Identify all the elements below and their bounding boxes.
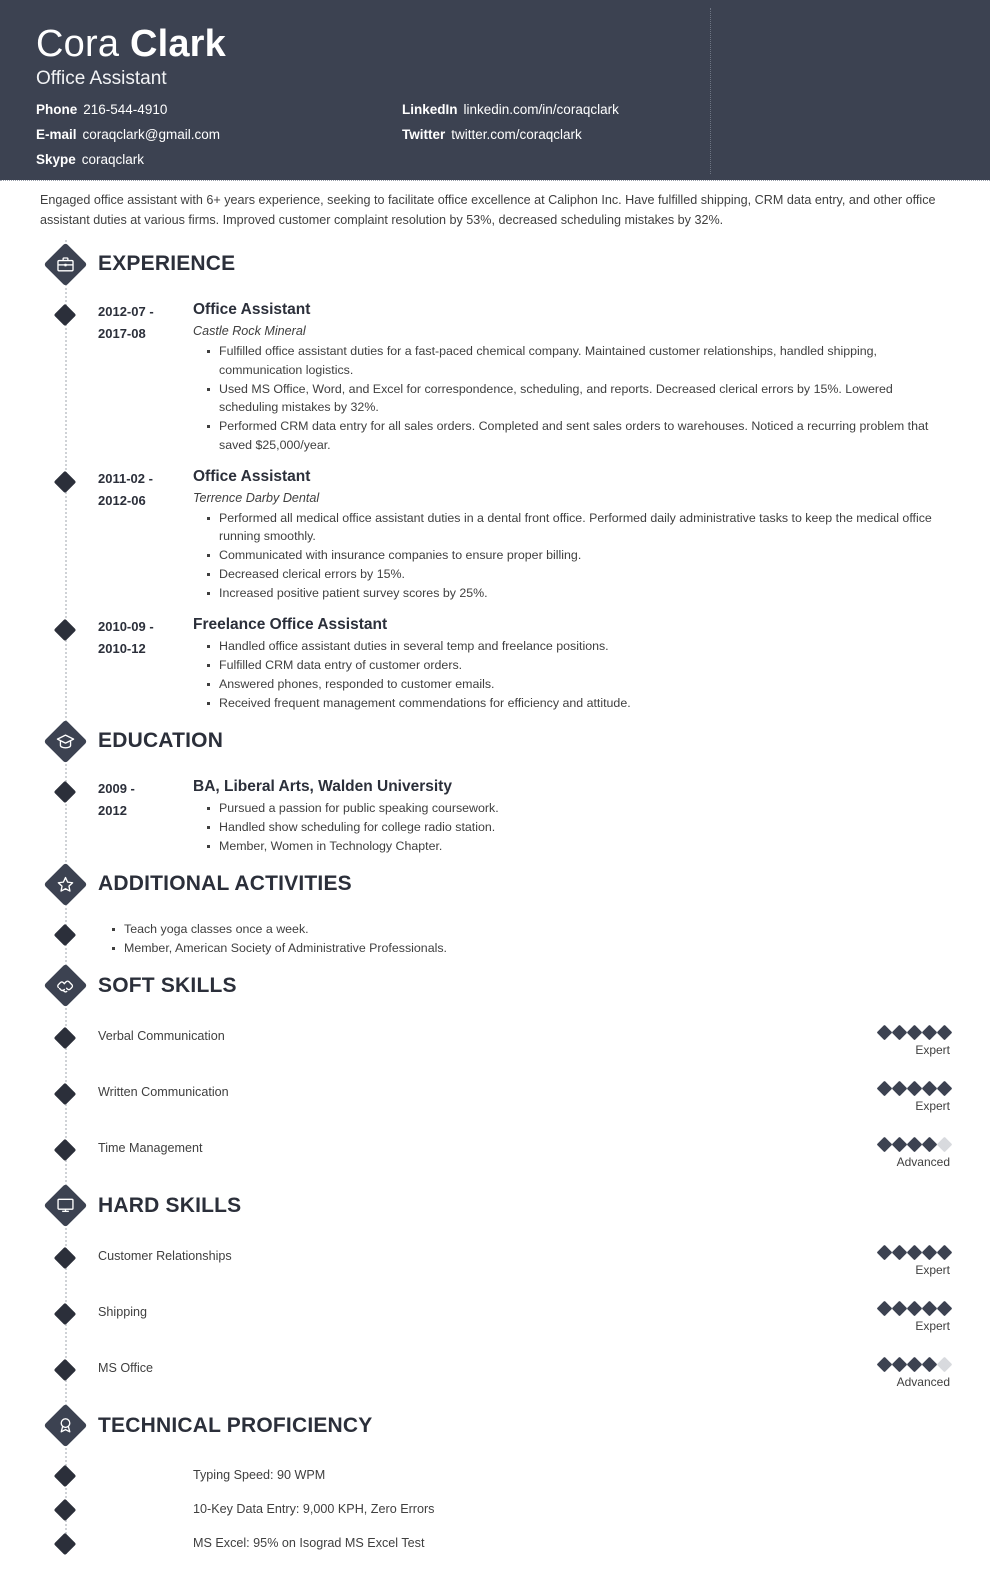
graduation-cap-icon	[43, 719, 87, 763]
rating-diamond-filled	[892, 1357, 908, 1373]
timeline-diamond-icon	[54, 1026, 77, 1049]
skill-row	[0, 1138, 990, 1178]
rating-diamond-filled	[922, 1301, 938, 1317]
list-item: Handled show scheduling for college radio station.	[207, 818, 950, 837]
monitor-icon	[43, 1184, 87, 1228]
rating-diamond-filled	[877, 1025, 893, 1041]
list-item: Pursued a passion for public speaking coursework.	[207, 799, 950, 818]
technical-item	[0, 1466, 990, 1484]
briefcase-icon	[43, 242, 87, 286]
entry-role: Office Assistant	[193, 301, 311, 318]
contact-value[interactable]: linkedin.com/in/coraqclark	[463, 102, 619, 117]
date-end: 2012-06	[98, 492, 146, 508]
skill-row	[0, 1082, 990, 1122]
contact-value[interactable]: coraqclark@gmail.com	[82, 127, 221, 142]
list-item: Member, American Society of Administrative Professionals.	[112, 939, 950, 958]
rating-diamond-filled	[892, 1245, 908, 1261]
timeline-diamond-icon	[54, 1302, 77, 1325]
timeline-diamond-icon	[54, 1358, 77, 1381]
date-start: 2011-02 -	[98, 470, 153, 486]
award-icon	[43, 1404, 87, 1448]
date-start: 2012-07 -	[98, 304, 154, 319]
entry-dates	[98, 615, 193, 660]
entry-role: Office Assistant	[193, 467, 311, 485]
contact-label: Twitter	[402, 127, 446, 142]
entry-org: Castle Rock Mineral	[193, 324, 306, 338]
rating-diamonds	[830, 1246, 950, 1260]
list-item: Teach yoga classes once a week.	[112, 920, 950, 939]
rating-diamond-filled	[922, 1245, 938, 1261]
rating-label: Advanced	[896, 1154, 950, 1169]
section-header	[0, 1182, 990, 1230]
rating-diamonds	[830, 1358, 950, 1372]
technical-text: Typing Speed: 90 WPM	[193, 1467, 326, 1482]
rating-diamond-filled	[907, 1245, 923, 1261]
timeline-diamond-icon	[54, 924, 77, 947]
rating-diamond-filled	[892, 1081, 908, 1097]
section-title: SOFT SKILLS	[98, 973, 237, 997]
contact-value: coraqclark	[81, 152, 145, 167]
list-item: Handled office assistant duties in several temp and freelance positions.	[207, 637, 950, 656]
entry-bullet-list	[193, 509, 950, 603]
skill-row	[0, 1358, 990, 1398]
rating-label: Expert	[915, 1318, 950, 1333]
skill-name: MS Office	[98, 1360, 154, 1375]
contact-email[interactable]	[36, 127, 366, 143]
date-end: 2017-08	[98, 326, 146, 341]
timeline-diamond-icon	[54, 1246, 77, 1269]
section-soft-skills	[0, 962, 990, 1178]
entry-bullet-list	[193, 799, 950, 856]
entry-role: Freelance Office Assistant	[193, 616, 388, 633]
technical-item	[0, 1500, 990, 1518]
section-title: EDUCATION	[98, 729, 224, 752]
skill-rating	[830, 1358, 950, 1389]
experience-entry	[0, 615, 990, 713]
rating-label: Expert	[915, 1262, 950, 1277]
skill-rating	[830, 1246, 950, 1277]
list-item: Answered phones, responded to customer emails.	[207, 675, 950, 694]
rating-diamond-filled	[892, 1025, 908, 1041]
technical-text: 10-Key Data Entry: 9,000 KPH, Zero Errors	[193, 1501, 435, 1516]
last-name: Clark	[129, 23, 226, 65]
rating-diamond-filled	[877, 1137, 893, 1153]
section-additional-activities	[0, 860, 990, 958]
rating-label: Advanced	[896, 1374, 950, 1389]
timeline-diamond-icon	[54, 1138, 77, 1161]
rating-diamond-filled	[937, 1025, 953, 1041]
rating-diamond-filled	[892, 1301, 908, 1317]
entry-bullet-list	[98, 920, 950, 958]
rating-label: Expert	[915, 1042, 950, 1057]
rating-diamond-filled	[907, 1025, 923, 1041]
contact-label: Phone	[36, 102, 78, 117]
entry-dates	[98, 300, 193, 345]
resume-body	[0, 240, 990, 1572]
rating-diamond-filled	[937, 1301, 953, 1317]
rating-diamonds	[830, 1302, 950, 1316]
section-header	[0, 860, 990, 908]
entry-bullet-list	[193, 342, 950, 454]
contact-phone	[36, 102, 366, 118]
list-item: Performed CRM data entry for all sales orders. Completed and sent sales orders to warehouses. Noticed a recurring problem that saved $25,000/year.	[207, 417, 950, 454]
first-name: Cora	[36, 23, 120, 65]
rating-diamond-empty	[937, 1137, 953, 1153]
rating-label: Expert	[915, 1098, 950, 1113]
job-title: Office Assistant	[36, 68, 167, 89]
list-item: Used MS Office, Word, and Excel for correspondence, scheduling, and reports. Decreased clerical errors by 15%. Lowered scheduling mistakes by 32%.	[207, 380, 950, 417]
list-item: Increased positive patient survey scores by 25%.	[207, 584, 950, 603]
date-start: 2009 -	[98, 781, 135, 796]
contact-label: E-mail	[36, 127, 77, 142]
rating-diamonds	[830, 1026, 950, 1040]
technical-item	[0, 1534, 990, 1552]
technical-text: MS Excel: 95% on Isograd MS Excel Test	[193, 1535, 425, 1550]
list-item: Decreased clerical errors by 15%.	[207, 565, 950, 584]
section-header	[0, 240, 990, 288]
rating-diamond-filled	[877, 1301, 893, 1317]
section-education	[0, 717, 990, 856]
rating-diamond-filled	[877, 1081, 893, 1097]
rating-diamond-empty	[937, 1357, 953, 1373]
rating-diamond-filled	[922, 1081, 938, 1097]
entry-dates	[98, 777, 193, 822]
rating-diamond-filled	[877, 1357, 893, 1373]
skill-rating	[830, 1138, 950, 1169]
contact-linkedin[interactable]	[402, 102, 732, 118]
contact-label: Skype	[36, 152, 76, 167]
activities-entry	[0, 920, 990, 958]
timeline-diamond-icon	[54, 470, 77, 493]
contact-value[interactable]: twitter.com/coraqclark	[451, 127, 582, 142]
contact-skype	[36, 152, 366, 168]
list-item: Fulfilled CRM data entry of customer orders.	[207, 656, 950, 675]
page-title	[36, 22, 954, 66]
rating-diamond-filled	[907, 1137, 923, 1153]
contact-label: LinkedIn	[402, 102, 458, 117]
timeline-diamond-icon	[54, 781, 77, 804]
date-end: 2012	[98, 803, 127, 818]
rating-diamond-filled	[922, 1137, 938, 1153]
section-header	[0, 1402, 990, 1450]
skill-name: Shipping	[98, 1304, 148, 1319]
skill-row	[0, 1246, 990, 1286]
contact-details	[36, 102, 954, 168]
date-start: 2010-09 -	[98, 619, 154, 634]
list-item: Received frequent management commendations for efficiency and attitude.	[207, 694, 950, 713]
entry-org: Terrence Darby Dental	[193, 490, 320, 505]
summary-text: Engaged office assistant with 6+ years experience, seeking to facilitate office excellence at Caliphon Inc. Have fulfilled shipping, CRM data entry, and other office assistant duties at various firms. Improved customer complaint resolution by 53%, decreased scheduling mistakes by 32%.	[0, 180, 990, 236]
section-technical-proficiency	[0, 1402, 990, 1552]
rating-diamonds	[830, 1138, 950, 1152]
entry-dates	[98, 467, 193, 512]
section-header	[0, 962, 990, 1010]
contact-row	[36, 102, 954, 118]
skill-rating	[830, 1026, 950, 1057]
experience-entry	[0, 300, 990, 455]
section-title: ADDITIONAL ACTIVITIES	[98, 872, 352, 895]
star-icon	[43, 862, 87, 906]
skill-row	[0, 1302, 990, 1342]
resume-header	[0, 0, 990, 180]
section-hard-skills	[0, 1182, 990, 1398]
skill-row	[0, 1026, 990, 1066]
contact-value: 216-544-4910	[83, 102, 168, 117]
contact-row	[36, 152, 954, 168]
rating-diamond-filled	[877, 1245, 893, 1261]
rating-diamond-filled	[907, 1357, 923, 1373]
rating-diamond-filled	[892, 1137, 908, 1153]
timeline-diamond-icon	[54, 1532, 77, 1555]
entry-role: BA, Liberal Arts, Walden University	[193, 778, 452, 795]
section-title: EXPERIENCE	[98, 252, 236, 275]
entry-bullet-list	[193, 637, 950, 713]
rating-diamond-filled	[937, 1081, 953, 1097]
list-item: Member, Women in Technology Chapter.	[207, 837, 950, 856]
experience-entry	[0, 467, 990, 604]
timeline-diamond-icon	[54, 1464, 77, 1487]
rating-diamond-filled	[907, 1301, 923, 1317]
list-item: Fulfilled office assistant duties for a fast-paced chemical company. Maintained customer relationships, handled shipping, communication logistics.	[207, 342, 950, 379]
skill-name: Verbal Communication	[98, 1028, 225, 1043]
timeline-diamond-icon	[54, 1498, 77, 1521]
rating-diamonds	[830, 1082, 950, 1096]
section-experience	[0, 240, 990, 713]
timeline-diamond-icon	[54, 619, 77, 642]
timeline-diamond-icon	[54, 1082, 77, 1105]
rating-diamond-filled	[922, 1025, 938, 1041]
skill-rating	[830, 1302, 950, 1333]
handshake-icon	[43, 964, 87, 1008]
skill-rating	[830, 1082, 950, 1113]
rating-diamond-filled	[922, 1357, 938, 1373]
contact-row	[36, 127, 954, 143]
section-title: TECHNICAL PROFICIENCY	[98, 1413, 373, 1437]
skill-name: Customer Relationships	[98, 1248, 232, 1263]
skill-name: Time Management	[98, 1140, 203, 1155]
skill-name: Written Communication	[98, 1084, 229, 1099]
section-title: HARD SKILLS	[98, 1193, 242, 1217]
section-header	[0, 717, 990, 765]
list-item: Communicated with insurance companies to ensure proper billing.	[207, 546, 950, 565]
contact-twitter[interactable]	[402, 127, 732, 143]
date-end: 2010-12	[98, 641, 146, 656]
education-entry	[0, 777, 990, 856]
timeline-diamond-icon	[54, 304, 77, 327]
rating-diamond-filled	[907, 1081, 923, 1097]
list-item: Performed all medical office assistant duties in a dental front office. Performed daily administrative tasks to keep the medical office running smoothly.	[207, 509, 950, 546]
rating-diamond-filled	[937, 1245, 953, 1261]
